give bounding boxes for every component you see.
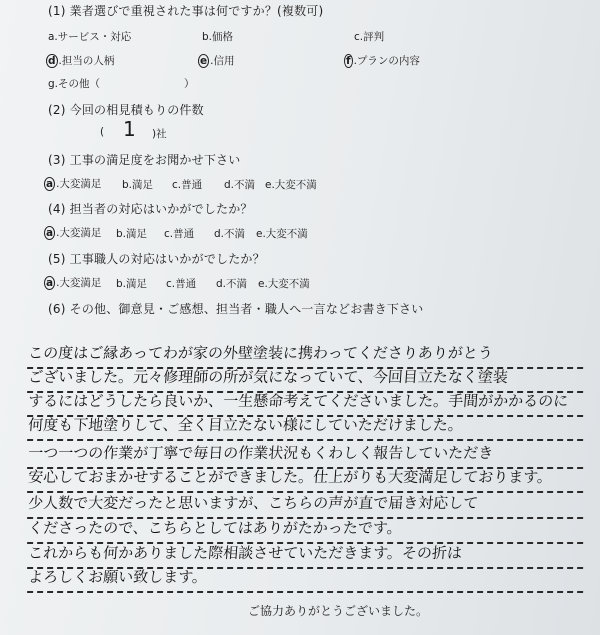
q5-choice-a-circle: a xyxy=(46,277,54,289)
q5-choice-e: e.大変不満 xyxy=(258,278,310,290)
q1-option-f-label: .プランの内容 xyxy=(353,55,420,67)
comment-line: ございました。元々修理師の所が気になっていて、今回目立たなく塗装 xyxy=(27,366,585,393)
q1-option-d xyxy=(46,53,114,68)
comment-line: 何度も下地塗りして、全く目立たない様にしていただけました。 xyxy=(27,414,585,441)
q4-choice-d: d.不満 xyxy=(214,228,246,240)
q4-choice-e: e.大変不満 xyxy=(256,228,308,240)
q1-option-f-circle: f xyxy=(346,55,351,67)
q5-choice-a xyxy=(44,275,101,290)
q4-choice-c: c.普通 xyxy=(164,228,195,240)
comment-line: これからも何かありました際相談させていただきます。その折は xyxy=(27,542,585,569)
q3-choice-d: d.不満 xyxy=(224,179,256,191)
q1-option-e-label: .信用 xyxy=(210,55,235,67)
q5-choice-c: c.普通 xyxy=(166,278,197,290)
q3-choice-e: e.大変不満 xyxy=(265,179,317,191)
q5-choice-b: b.満足 xyxy=(116,278,148,290)
q4-choice-a-label: .大変満足 xyxy=(56,227,102,239)
q5-title: (5) 工事職人の対応はいかがでしたか？ xyxy=(48,252,265,266)
comment-line: よろしくお願い致します。 xyxy=(27,566,585,593)
comment-line: するにはどうしたら良いか、一生懸命考えてくださいました。手間がかかるのに xyxy=(27,390,585,417)
q3-choice-a xyxy=(44,176,101,191)
q1-option-d-circle: d xyxy=(48,55,56,67)
comment-line: 一つ一つの作業が丁寧で毎日の作業状況もくわしく報告していただき xyxy=(27,442,585,469)
q4-title: (4) 担当者の対応はいかがでしたか？ xyxy=(48,202,253,216)
q4-choice-a-circle: a xyxy=(46,227,54,239)
q1-option-e xyxy=(198,53,234,68)
q3-choice-a-circle: a xyxy=(46,178,54,190)
q3-title: (3) 工事の満足度をお聞かせ下さい xyxy=(48,153,241,167)
q1-option-e-circle: e xyxy=(200,55,208,67)
q1-option-g: g.その他（ xyxy=(48,78,101,90)
comment-line: この度はご縁あってわが家の外壁塗装に携わってくださりありがとう xyxy=(27,342,585,369)
comment-line: くださったので、こちらとしてはありがたかったです。 xyxy=(27,517,585,544)
q6-title: (6) その他、御意見・ご感想、担当者・職人へ一言などお書き下さい xyxy=(48,302,424,316)
q5-choice-a-label: .大変満足 xyxy=(56,277,102,289)
q1-option-a: a.サービス・対応 xyxy=(48,31,132,43)
q3-choice-b: b.満足 xyxy=(122,179,154,191)
q5-choice-d: d.不満 xyxy=(216,278,248,290)
footer-thanks: ご協力ありがとうございました。 xyxy=(248,604,429,618)
q1-option-b: b.価格 xyxy=(202,31,234,43)
q4-choice-b: b.満足 xyxy=(116,228,148,240)
q3-choice-a-label: .大変満足 xyxy=(56,178,102,190)
q2-answer-value: 1 xyxy=(123,117,136,141)
q1-option-g-close: ） xyxy=(184,78,195,90)
q1-option-c: c.評判 xyxy=(354,31,385,43)
q1-option-f xyxy=(344,53,420,68)
q2-answer-open: ( xyxy=(100,126,105,138)
q4-choice-a xyxy=(44,225,101,240)
comment-line: 少人数で大変だったと思いますが、こちらの声が直で届き対応して xyxy=(27,492,585,519)
comment-line: 安心しておまかせすることができました。仕上がりも大変満足しております。 xyxy=(27,466,585,493)
q2-answer-close: )社 xyxy=(152,128,167,140)
q3-choice-c: c.普通 xyxy=(172,179,203,191)
q1-option-d-label: .担当の人柄 xyxy=(58,55,115,67)
q1-title: (1) 業者選びで重視された事は何ですか？(複数可) xyxy=(48,4,324,18)
q2-title: (2) 今回の相見積もりの件数 xyxy=(48,103,204,117)
